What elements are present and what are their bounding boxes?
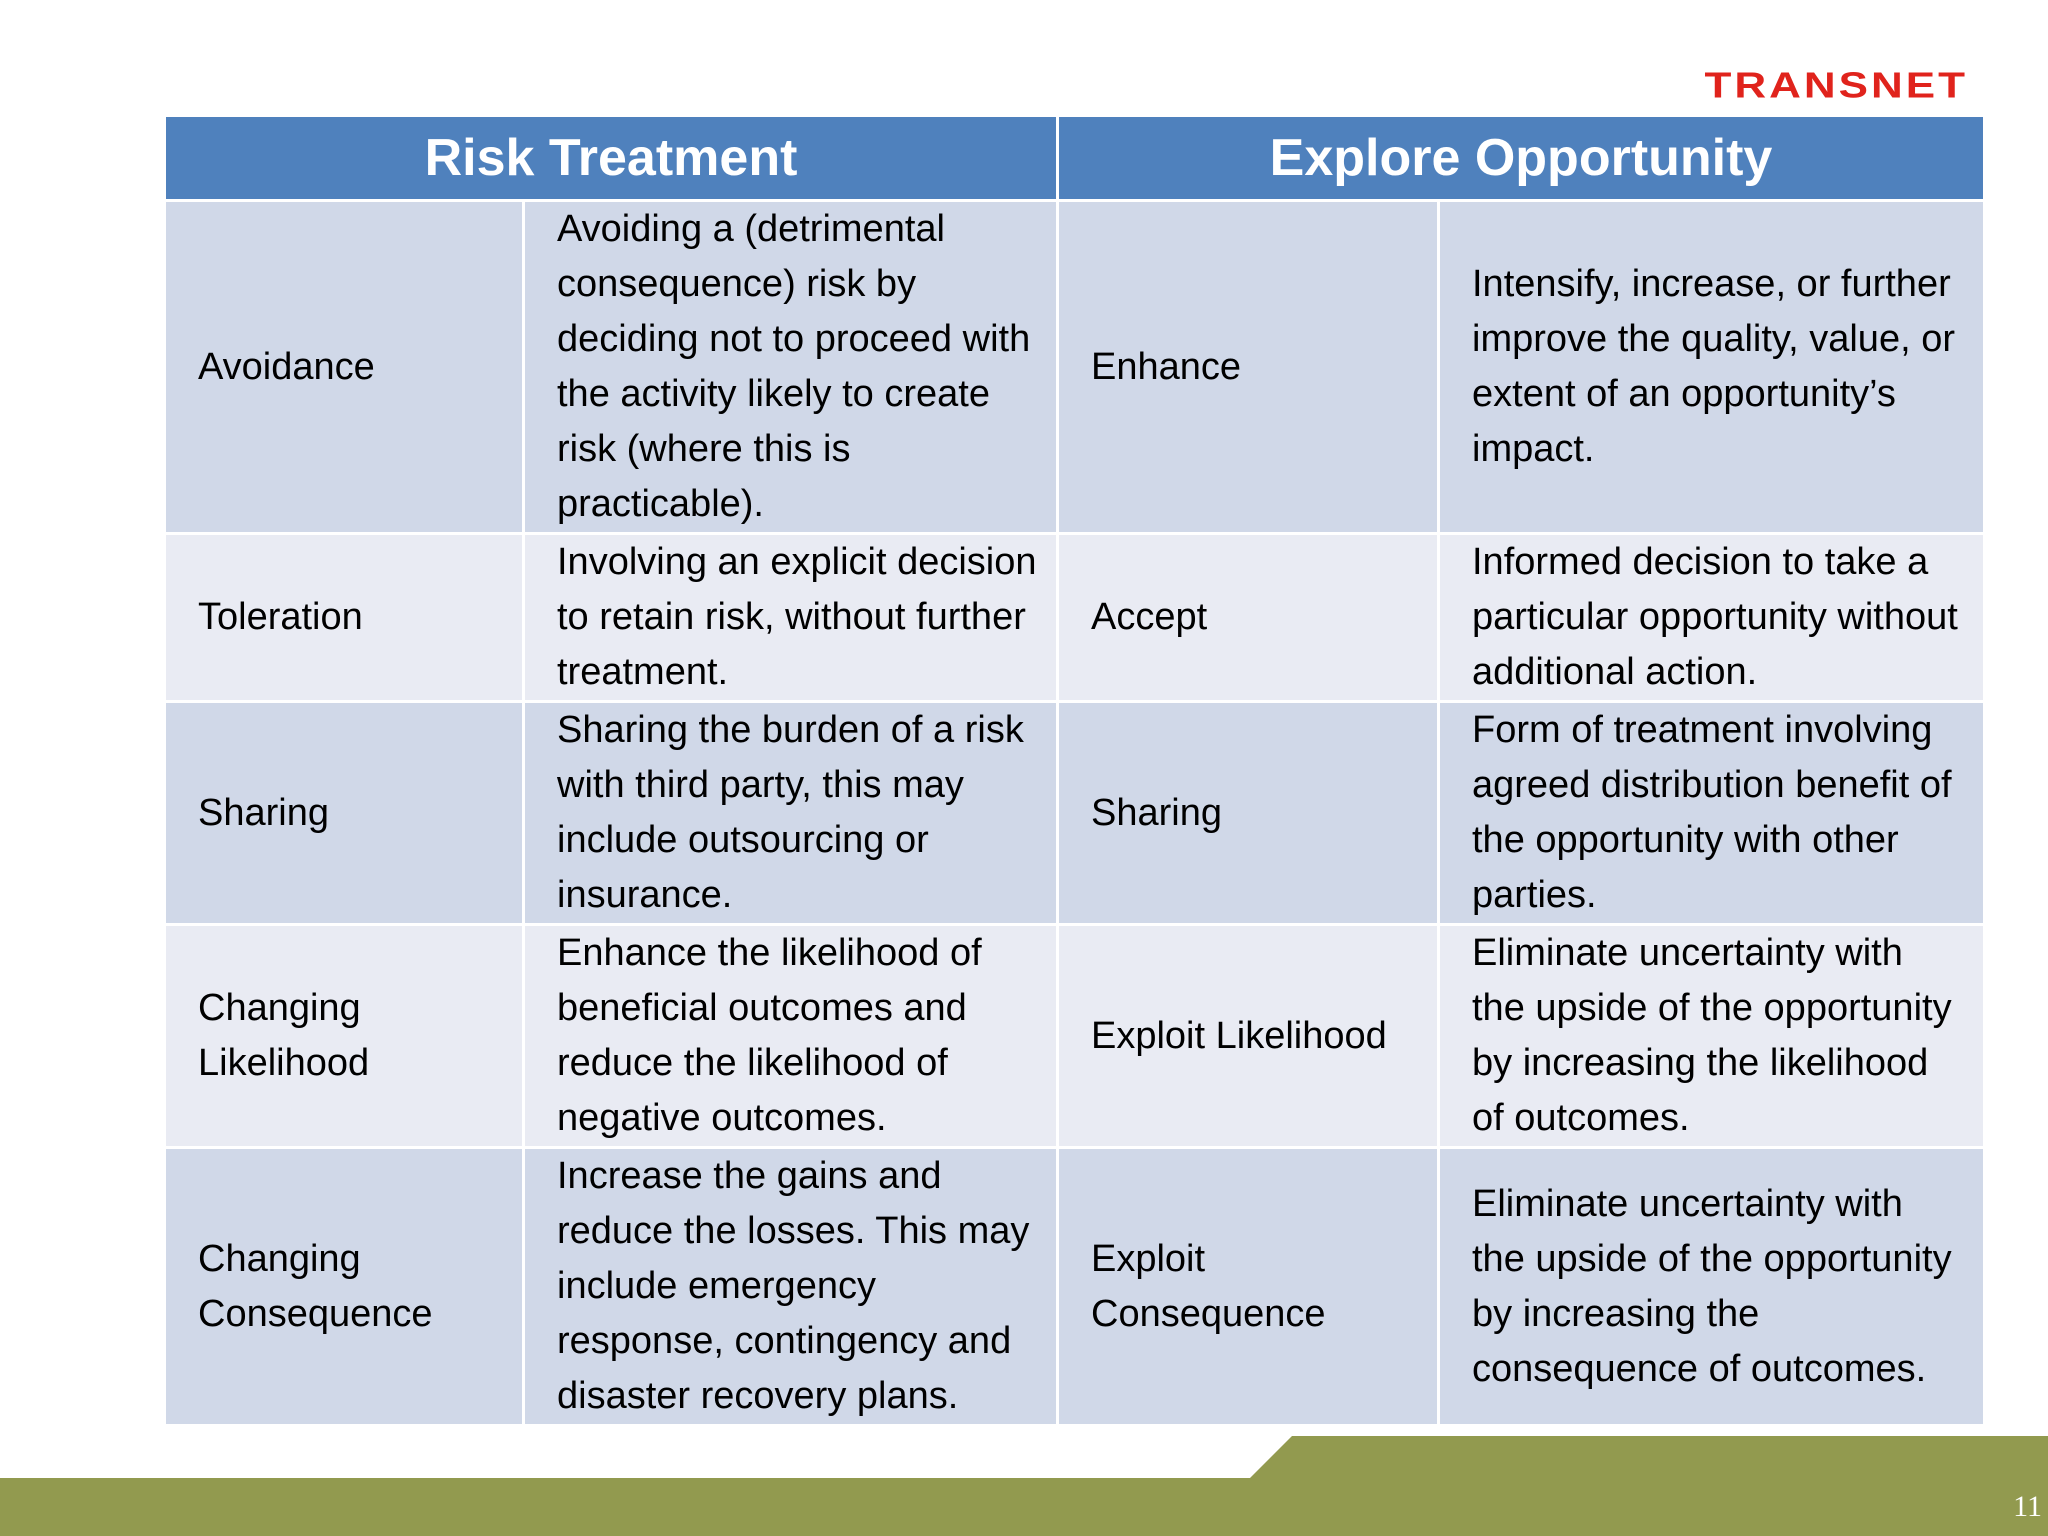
opportunity-term: Accept bbox=[1058, 534, 1439, 702]
opportunity-term: Enhance bbox=[1058, 201, 1439, 534]
opportunity-term: Sharing bbox=[1058, 702, 1439, 925]
risk-description: Enhance the likelihood of beneficial outcomes and reduce the likelihood of negative outcomes. bbox=[524, 925, 1058, 1148]
transnet-logo: TRANSNET bbox=[1704, 65, 1968, 106]
opportunity-description: Intensify, increase, or further improve the quality, value, or extent of an opportunity’s impact. bbox=[1439, 201, 1985, 534]
footer-bar bbox=[0, 1478, 2048, 1536]
table-row bbox=[165, 702, 1985, 925]
risk-description: Increase the gains and reduce the losses. This may include emergency response, contingency and disaster recovery plans. bbox=[524, 1148, 1058, 1426]
table-row bbox=[165, 534, 1985, 702]
risk-description: Sharing the burden of a risk with third party, this may include outsourcing or insurance. bbox=[524, 702, 1058, 925]
risk-term: Changing Likelihood bbox=[165, 925, 524, 1148]
header-explore-opportunity: Explore Opportunity bbox=[1058, 116, 1985, 201]
risk-term: Toleration bbox=[165, 534, 524, 702]
table-header-row bbox=[165, 116, 1985, 201]
opportunity-description: Eliminate uncertainty with the upside of the opportunity by increasing the consequence of outcomes. bbox=[1439, 1148, 1985, 1426]
risk-description: Avoiding a (detrimental consequence) risk by deciding not to proceed with the activity likely to create risk (where this is practicable). bbox=[524, 201, 1058, 534]
risk-term: Changing Consequence bbox=[165, 1148, 524, 1426]
page-number: 11 bbox=[2013, 1490, 2042, 1523]
table-row bbox=[165, 201, 1985, 534]
opportunity-description: Eliminate uncertainty with the upside of the opportunity by increasing the likelihood of outcomes. bbox=[1439, 925, 1985, 1148]
risk-opportunity-table bbox=[163, 114, 1986, 1427]
header-risk-treatment: Risk Treatment bbox=[165, 116, 1058, 201]
opportunity-description: Informed decision to take a particular opportunity without additional action. bbox=[1439, 534, 1985, 702]
opportunity-term: Exploit Likelihood bbox=[1058, 925, 1439, 1148]
footer-tab-shape bbox=[1248, 1436, 2048, 1480]
opportunity-description: Form of treatment involving agreed distribution benefit of the opportunity with other parties. bbox=[1439, 702, 1985, 925]
opportunity-term: Exploit Consequence bbox=[1058, 1148, 1439, 1426]
risk-description: Involving an explicit decision to retain risk, without further treatment. bbox=[524, 534, 1058, 702]
risk-term: Sharing bbox=[165, 702, 524, 925]
table-row bbox=[165, 1148, 1985, 1426]
table-row bbox=[165, 925, 1985, 1148]
risk-term: Avoidance bbox=[165, 201, 524, 534]
